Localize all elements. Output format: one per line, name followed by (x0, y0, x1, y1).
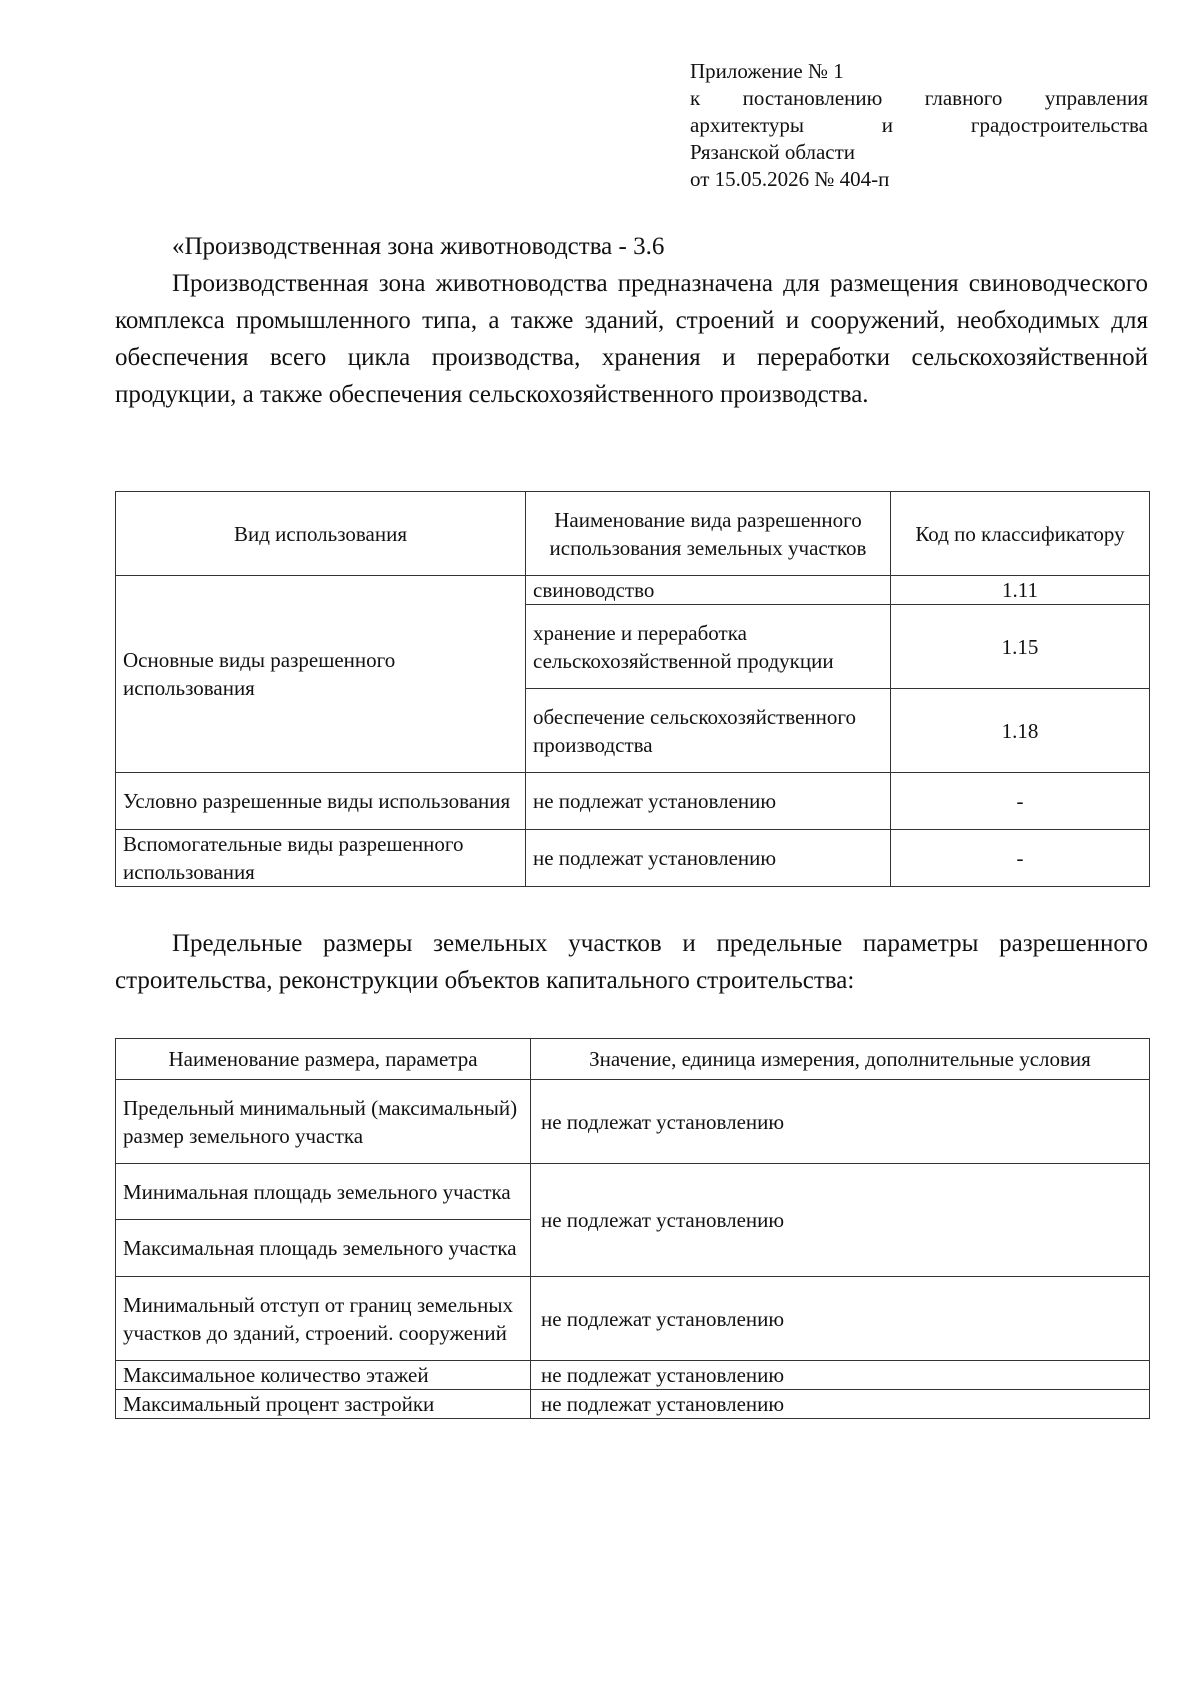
limits-intro: Предельные размеры земельных участков и предельные параметры разрешенного строительства, реконструкции объектов капитального строительства: (115, 930, 1148, 994)
table-row (116, 1277, 1150, 1361)
parameter-value: не подлежат установлению (531, 1390, 1150, 1419)
column-header-permitted-use: Наименование вида разрешенного использования земельных участков (526, 492, 891, 576)
auxiliary-uses-label: Вспомогательные виды разрешенного использования (116, 830, 526, 887)
limits-table (115, 1038, 1150, 1419)
zone-title: «Производственная зона животноводства - 3.6 (172, 233, 665, 260)
use-code: 1.15 (891, 605, 1150, 689)
column-header-code: Код по классификатору (891, 492, 1150, 576)
parameter-value: не подлежат установлению (531, 1164, 1150, 1277)
appendix-authority: архитектуры и градостроительства (690, 113, 1148, 137)
zone-description: Производственная зона животноводства предназначена для размещения свиноводческого комплекса промышленного типа, а также зданий, строений и сооружений, необходимых для обеспечения всего цикла производства, хранения и переработки сельскохозяйственной продукции, а также обеспечения сельскохозяйственного производства. (115, 270, 1148, 408)
conditional-uses-label: Условно разрешенные виды использования (116, 773, 526, 830)
use-name: хранение и переработка сельскохозяйственной продукции (526, 605, 891, 689)
column-header-value: Значение, единица измерения, дополнительные условия (531, 1039, 1150, 1080)
main-uses-label: Основные виды разрешенного использования (116, 576, 526, 773)
permitted-use-table (115, 491, 1150, 887)
column-header-use-type: Вид использования (116, 492, 526, 576)
table-header-row (116, 1039, 1150, 1080)
parameter-name: Максимальное количество этажей (116, 1361, 531, 1390)
table-header-row (116, 492, 1150, 576)
appendix-number: Приложение № 1 (690, 59, 844, 83)
table-row (116, 773, 1150, 830)
table-row (116, 1390, 1150, 1419)
table-row (116, 1361, 1150, 1390)
use-code: 1.11 (891, 576, 1150, 605)
use-name: свиноводство (526, 576, 891, 605)
use-name: обеспечение сельскохозяйственного производства (526, 689, 891, 773)
appendix-date-number: от 15.05.2026 № 404-п (690, 167, 890, 191)
parameter-value: не подлежат установлению (531, 1080, 1150, 1164)
parameter-value: не подлежат установлению (531, 1277, 1150, 1361)
parameter-name: Минимальный отступ от границ земельных участков до зданий, строений. сооружений (116, 1277, 531, 1361)
use-code: 1.18 (891, 689, 1150, 773)
parameter-name: Минимальная площадь земельного участка (116, 1164, 531, 1220)
use-code: - (891, 830, 1150, 887)
appendix-header (690, 58, 1148, 193)
table-row (116, 830, 1150, 887)
table-row (116, 1080, 1150, 1164)
table-row (116, 1164, 1150, 1220)
use-code: - (891, 773, 1150, 830)
appendix-region: Рязанской области (690, 140, 856, 164)
parameter-name: Максимальный процент застройки (116, 1390, 531, 1419)
column-header-parameter: Наименование размера, параметра (116, 1039, 531, 1080)
parameter-name: Максимальная площадь земельного участка (116, 1220, 531, 1277)
parameter-name: Предельный минимальный (максимальный) размер земельного участка (116, 1080, 531, 1164)
appendix-reference: к постановлению главного управления (690, 86, 1148, 110)
use-name: не подлежат установлению (526, 773, 891, 830)
table-row (116, 576, 1150, 605)
use-name: не подлежат установлению (526, 830, 891, 887)
parameter-value: не подлежат установлению (531, 1361, 1150, 1390)
